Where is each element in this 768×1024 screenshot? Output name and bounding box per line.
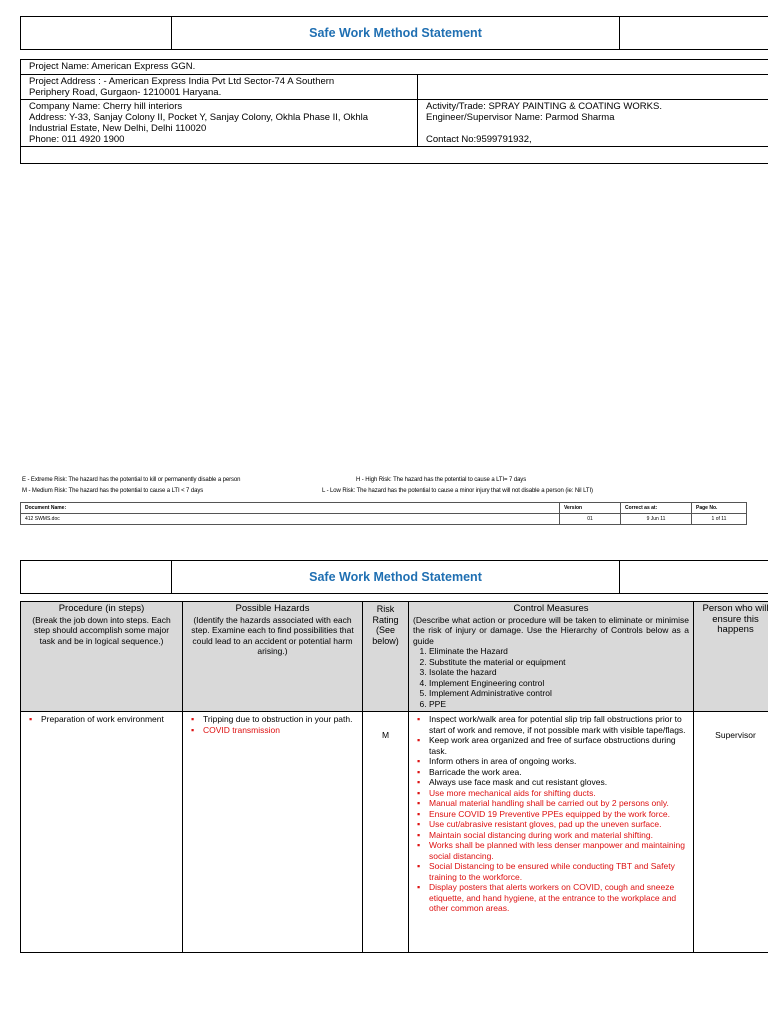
document-title: Safe Work Method Statement [172, 17, 620, 50]
legend-extreme: E - Extreme Risk: The hazard has the potential to kill or permanently disable a person [22, 477, 241, 483]
swms-header-row [21, 602, 768, 712]
risk-header: Risk Rating (See below) [363, 602, 409, 712]
table-row [21, 712, 768, 953]
hierarchy-item: 4. Implement Engineering control [429, 678, 689, 689]
contact-number: Contact No:9599791932, [426, 134, 532, 145]
control-item: ▪ Works shall be planned with less denser manpower and maintaining social distancing. [429, 840, 689, 861]
controls-list [413, 714, 689, 914]
doc-name-header: Document Name: [21, 503, 560, 514]
activity-trade: Activity/Trade: SPRAY PAINTING & COATING WORKS. [426, 101, 662, 112]
control-item: ▪ Ensure COVID 19 Preventive PPEs equipped by the work force. [429, 809, 689, 820]
hazards-list [187, 714, 358, 735]
controls-header [409, 602, 694, 712]
title-block-2 [20, 560, 768, 594]
control-item: ▪ Barricade the work area. [429, 767, 689, 778]
hierarchy-list [413, 646, 689, 709]
controls-header-title: Control Measures [513, 603, 589, 614]
person-header: Person who will ensure this happens [694, 602, 768, 712]
control-item: ▪ Always use face mask and cut resistant gloves. [429, 777, 689, 788]
control-item: ▪ Use cut/abrasive resistant gloves, pad up the uneven surface. [429, 819, 689, 830]
legend-high: H - High Risk: The hazard has the potential to cause a LTI= 7 days [356, 477, 527, 483]
blank-row [21, 147, 768, 164]
correct-as-at-value: 9 Jun 11 [621, 514, 692, 525]
legend-medium: M - Medium Risk: The hazard has the potential to cause a LTI < 7 days [22, 488, 204, 494]
hazards-cell [183, 712, 363, 953]
control-item: ▪ Keep work area organized and free of surface obstructions during task. [429, 735, 689, 756]
control-item: ▪ Social Distancing to be ensured while conducting TBT and Safety training to the workforce. [429, 861, 689, 882]
correct-as-at-header: Correct as at: [621, 503, 692, 514]
procedure-header [21, 602, 183, 712]
responsible-person: Supervisor [694, 712, 768, 953]
hazards-header-desc: (Identify the hazards associated with each step. Examine each to find possibilities that could lead to an accident or potential harm arising.) [191, 614, 354, 656]
swms-table [20, 601, 768, 953]
project-address-cell [21, 75, 418, 100]
company-address-2: Industrial Estate, New Delhi, Delhi 110020 [29, 123, 207, 134]
risk-rating: M [363, 712, 409, 953]
empty-cell [418, 75, 768, 100]
control-item: ▪ Manual material handling shall be carried out by 2 persons only. [429, 798, 689, 809]
project-address-line2: Periphery Road, Gurgaon- 1210001 Haryana. [29, 87, 222, 98]
hierarchy-item: 2. Substitute the material or equipment [429, 657, 689, 668]
hierarchy-item: 3. Isolate the hazard [429, 667, 689, 678]
project-info-table [20, 59, 768, 164]
title-left-cell [21, 561, 172, 594]
procedure-step: ▪ Preparation of work environment [41, 714, 178, 725]
version-header: Version [560, 503, 621, 514]
project-name: Project Name: American Express GGN. [21, 60, 768, 75]
title-left-cell [21, 17, 172, 50]
document-footer-table [20, 502, 747, 525]
company-address-1: Address: Y-33, Sanjay Colony II, Pocket Y, Sanjay Colony, Okhla Phase II, Okhla [29, 112, 369, 123]
page-no-header: Page No. [692, 503, 747, 514]
hierarchy-item: 5. Implement Administrative control [429, 688, 689, 699]
company-cell [21, 100, 418, 147]
control-item: ▪ Inform others in area of ongoing works. [429, 756, 689, 767]
procedure-header-title: Procedure (in steps) [58, 603, 145, 614]
procedure-header-desc: (Break the job down into steps. Each step should accomplish some major task and be in logical sequence.) [32, 614, 171, 646]
procedure-list [25, 714, 178, 725]
engineer-name: Engineer/Supervisor Name: Parmod Sharma [426, 112, 615, 123]
hazard-item: ▪ Tripping due to obstruction in your path. [203, 714, 358, 725]
control-item: ▪ Maintain social distancing during work and material shifting. [429, 830, 689, 841]
hazards-header [183, 602, 363, 712]
title-block-1 [20, 16, 768, 50]
version-value: 01 [560, 514, 621, 525]
hierarchy-item: 6. PPE [429, 699, 689, 710]
hazard-item: ▪ COVID transmission [203, 725, 358, 736]
company-phone: Phone: 011 4920 1900 [29, 134, 125, 145]
control-item: ▪ Inspect work/walk area for potential slip trip fall obstructions prior to start of work and remove, if not possible mark with visible tape/flags. [429, 714, 689, 735]
title-right-cell [620, 17, 768, 50]
page-no-value: 1 of 11 [692, 514, 747, 525]
hierarchy-item: 1. Eliminate the Hazard [429, 646, 689, 657]
control-item: ▪ Display posters that alerts workers on COVID, cough and sneeze etiquette, and hand hygiene, at the entrance to the workplace and other common areas. [429, 882, 689, 914]
control-item: ▪ Use more mechanical aids for shifting ducts. [429, 788, 689, 799]
activity-cell [418, 100, 768, 147]
hazards-header-title: Possible Hazards [235, 603, 310, 614]
procedure-cell [21, 712, 183, 953]
project-address-line1: Project Address : - American Express India Pvt Ltd Sector-74 A Southern [29, 76, 335, 87]
title-right-cell [620, 561, 768, 594]
controls-header-desc: (Describe what action or procedure will be taken to eliminate or minimise the risk of injury or damage. Use the Hierarchy of Controls below as a guide [413, 614, 689, 646]
company-name: Company Name: Cherry hill interiors [29, 101, 183, 112]
legend-low: L - Low Risk: The hazard has the potential to cause a minor injury that will not disable a person (ie: Nil LTI) [322, 488, 593, 494]
controls-cell [409, 712, 694, 953]
document-title: Safe Work Method Statement [172, 561, 620, 594]
doc-name-value: 412 SWMS.doc [21, 514, 560, 525]
